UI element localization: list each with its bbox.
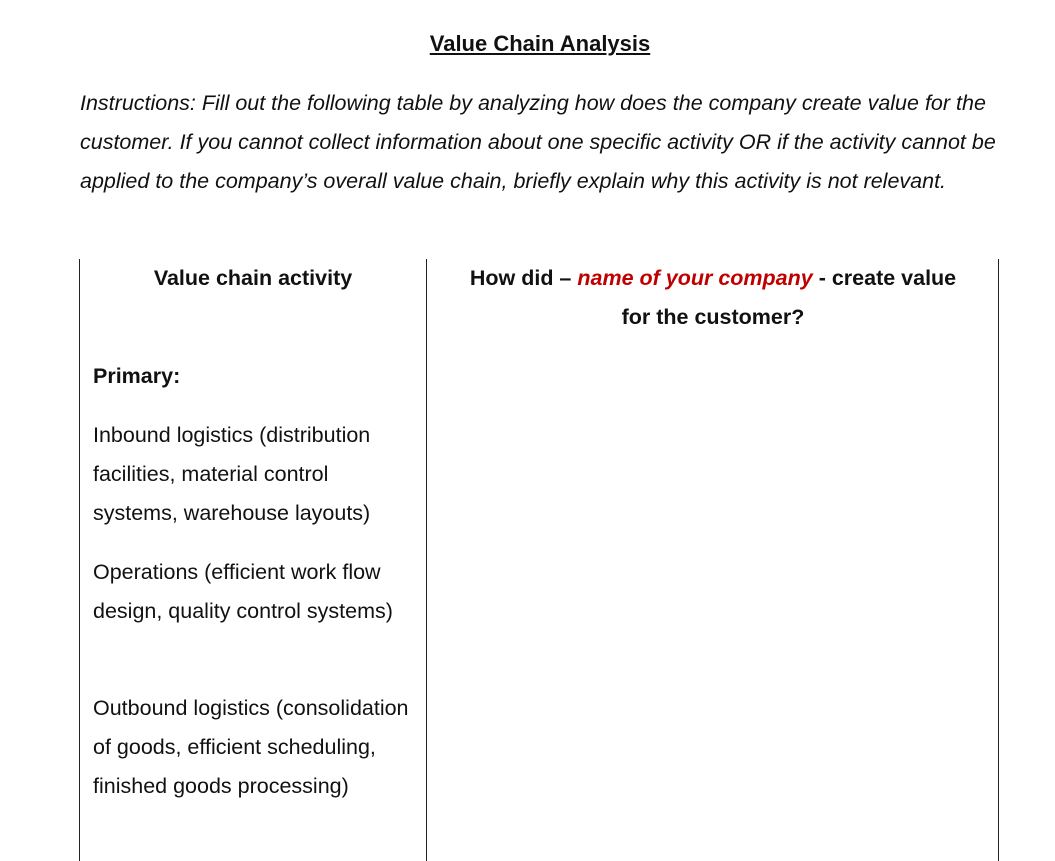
header-suffix-line2: for the customer? bbox=[621, 305, 805, 329]
table-border-left bbox=[79, 259, 80, 861]
column-header-activity: Value chain activity bbox=[153, 266, 353, 290]
answer-cell-primary[interactable] bbox=[427, 354, 998, 414]
company-name-placeholder: name of your company bbox=[577, 266, 813, 290]
row-primary-label: Primary: bbox=[93, 364, 181, 388]
answer-cell-inbound-logistics[interactable] bbox=[427, 414, 998, 550]
row-outbound-logistics-label: Outbound logistics (consolidation of goods, efficient scheduling, finished goods processing) bbox=[93, 696, 409, 798]
header-suffix-line1: - create value bbox=[812, 266, 957, 290]
page-title: Value Chain Analysis bbox=[429, 31, 651, 56]
header-prefix: How did – bbox=[469, 266, 578, 290]
table-border-right bbox=[998, 259, 999, 861]
row-operations-label: Operations (efficient work flow design, quality control systems) bbox=[93, 560, 393, 623]
instructions-paragraph: Instructions: Fill out the following table by analyzing how does the company create value for the customer. If you cannot collect information about one specific activity OR if the activity cannot be applied to the company’s overall value chain, briefly explain why this activity is not relevant. bbox=[80, 91, 996, 193]
answer-cell-operations[interactable] bbox=[427, 550, 998, 686]
answer-cell-outbound-logistics[interactable] bbox=[427, 686, 998, 861]
row-inbound-logistics-label: Inbound logistics (distribution facilities, material control systems, warehouse layouts) bbox=[93, 423, 371, 525]
value-chain-table bbox=[79, 259, 999, 861]
column-header-value-creation bbox=[427, 259, 999, 337]
